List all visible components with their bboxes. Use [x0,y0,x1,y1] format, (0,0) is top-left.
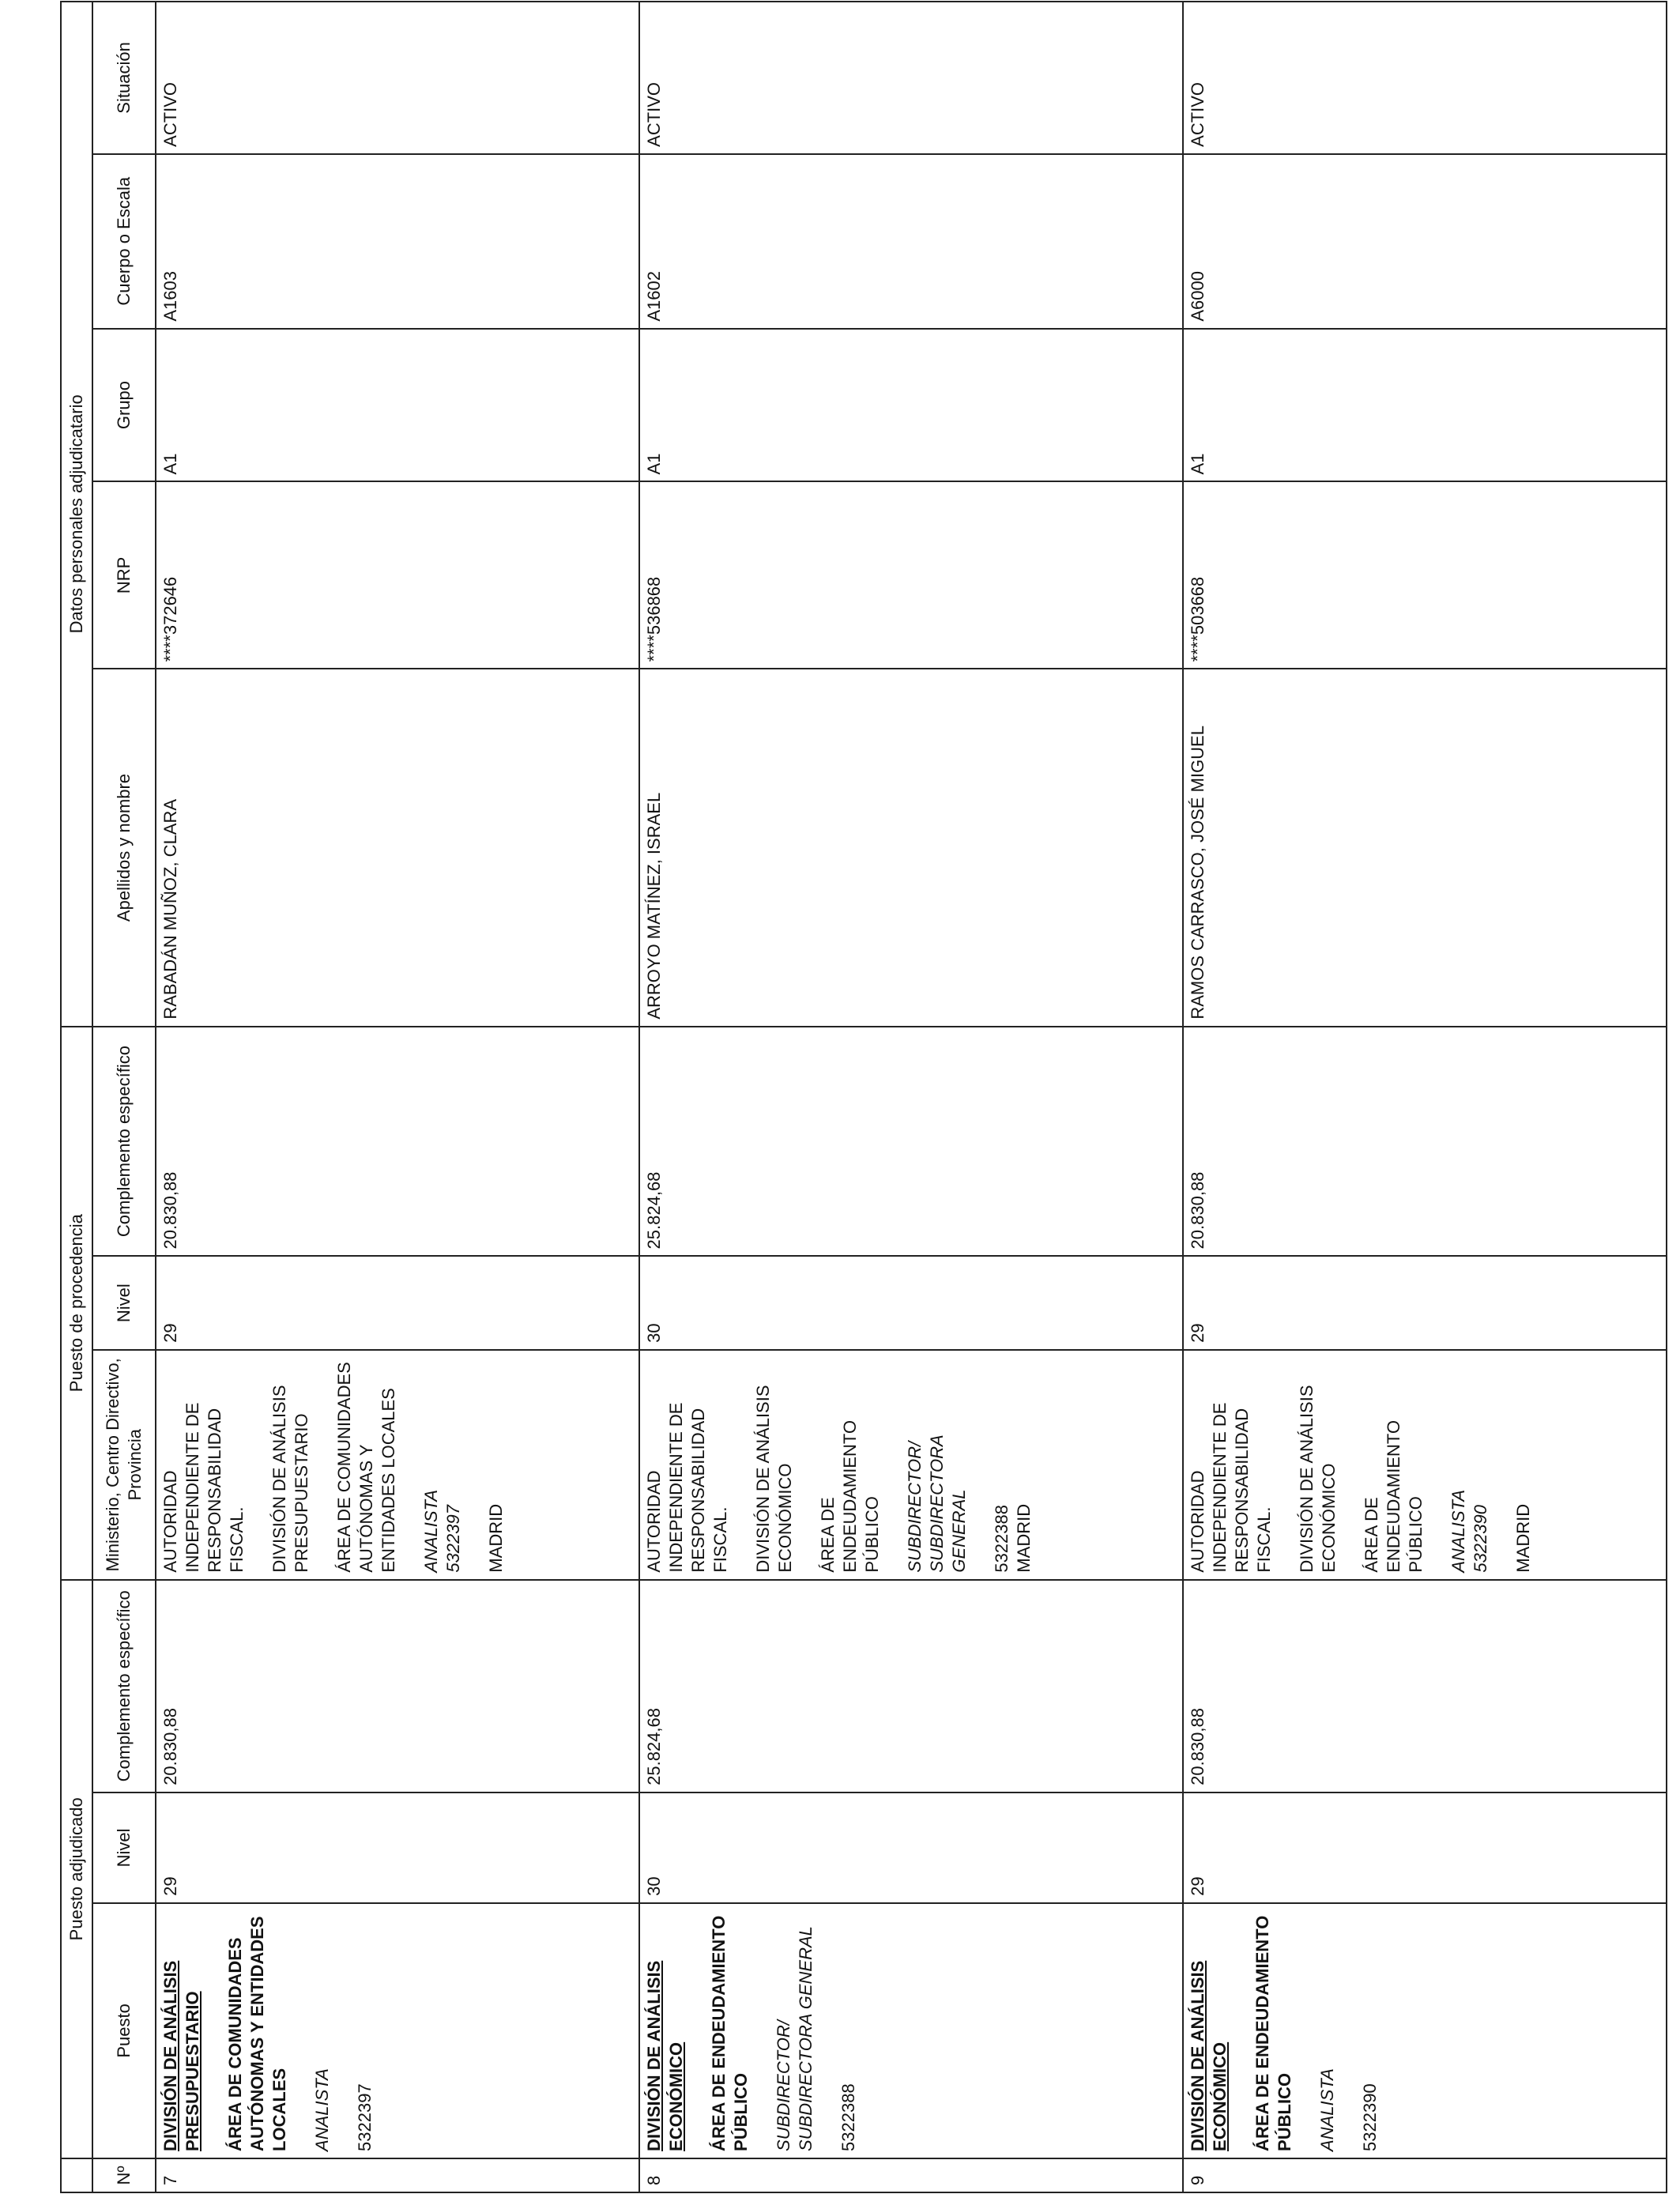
col-header-nivel: Nivel [92,1793,156,1903]
procedencia-area: ÁREA DE ENDEUDAMIENTO PÚBLICO [817,1419,882,1573]
col-header-complemento-procedencia: Complemento específico [92,1027,156,1257]
group-header-procedencia: Puesto de procedencia [61,1027,92,1580]
puesto-cargo: ANALISTA [312,2068,332,2151]
procedencia-cargo: ANALISTA [1448,1489,1469,1573]
group-header-datos: Datos personales adjudicatario [61,2,92,1027]
table-row [156,2,639,2192]
procedencia-provincia: MADRID [1513,1503,1534,1573]
col-header-nivel-procedencia: Nivel [92,1256,156,1349]
puesto-codigo: 5322390 [1360,2083,1381,2151]
col-header-puesto: Puesto [92,1903,156,2158]
cell-nivel-procedencia: 29 [156,1256,639,1349]
cell-nrp: ****503668 [1183,481,1667,669]
puesto-area: ÁREA DE COMUNIDADES AUTÓNOMAS Y ENTIDADES LOCALES [225,1916,289,2151]
col-header-num: Nº [92,2158,156,2192]
procedencia-division: DIVISIÓN DE ANÁLISIS ECONÓMICO [1297,1385,1339,1573]
cell-nrp: ****372646 [156,481,639,669]
procedencia-cargo: ANALISTA [421,1489,441,1573]
cell-nivel: 29 [1183,1793,1667,1903]
procedencia-codigo: 5322388 [991,1505,1011,1573]
puesto-codigo: 5322388 [838,2083,858,2151]
cell-nrp: ****536868 [639,481,1183,669]
col-header-nombre: Apellidos y nombre [92,669,156,1026]
cell-complemento-procedencia: 25.824,68 [639,1027,1183,1257]
col-header-ministerio: Ministerio, Centro Directivo, Provincia [92,1350,156,1580]
procedencia-area: ÁREA DE COMUNIDADES AUTÓNOMAS Y ENTIDADES LOCALES [334,1362,398,1573]
cell-nombre: RABADÁN MUÑOZ, CLARA [156,669,639,1026]
cell-puesto [156,1903,639,2158]
cell-nombre: RAMOS CARRASCO, JOSÉ MIGUEL [1183,669,1667,1026]
puesto-cargo: ANALISTA [1317,2068,1338,2151]
table-row [639,2,1183,2192]
col-header-cuerpo: Cuerpo o Escala [92,154,156,329]
col-header-situacion: Situación [92,2,156,154]
cell-complemento-procedencia: 20.830,88 [156,1027,639,1257]
cell-situacion: ACTIVO [156,2,639,154]
procedencia-provincia: MADRID [1013,1503,1034,1573]
adjudication-table [60,1,1667,2193]
puesto-cargo: SUBDIRECTOR/ SUBDIRECTORA GENERAL [773,1926,816,2151]
puesto-area: ÁREA DE ENDEUDAMIENTO PÚBLICO [1252,1915,1295,2151]
col-header-nrp: NRP [92,481,156,669]
cell-cuerpo: A1603 [156,154,639,329]
cell-nombre: ARROYO MATÍNEZ, ISRAEL [639,669,1183,1026]
puesto-division: DIVISIÓN DE ANÁLISIS PRESUPUESTARIO [160,1960,202,2151]
group-header-row [61,2,92,2192]
procedencia-organismo: AUTORIDAD INDEPENDIENTE DE RESPONSABILIDAD FISCAL. [1188,1402,1275,1573]
cell-ministerio [156,1350,639,1580]
group-header-spacer [61,2158,92,2192]
col-header-complemento: Complemento específico [92,1580,156,1793]
column-header-row [92,2,156,2192]
puesto-codigo: 5322397 [355,2083,375,2151]
group-header-adjudicado: Puesto adjudicado [61,1580,92,2158]
procedencia-codigo: 5322390 [1471,1505,1491,1573]
cell-num: 9 [1183,2158,1667,2192]
cell-situacion: ACTIVO [639,2,1183,154]
puesto-area: ÁREA DE ENDEUDAMIENTO PÚBLICO [708,1915,751,2151]
cell-num: 7 [156,2158,639,2192]
procedencia-division: DIVISIÓN DE ANÁLISIS ECONÓMICO [752,1385,795,1573]
cell-nivel-procedencia: 29 [1183,1256,1667,1349]
col-header-grupo: Grupo [92,329,156,482]
procedencia-division: DIVISIÓN DE ANÁLISIS PRESUPUESTARIO [269,1385,311,1573]
cell-puesto [639,1903,1183,2158]
cell-situacion: ACTIVO [1183,2,1667,154]
procedencia-codigo: 5322397 [443,1505,463,1573]
cell-puesto [1183,1903,1667,2158]
procedencia-organismo: AUTORIDAD INDEPENDIENTE DE RESPONSABILIDAD FISCAL. [160,1402,247,1573]
procedencia-organismo: AUTORIDAD INDEPENDIENTE DE RESPONSABILIDAD FISCAL. [643,1402,730,1573]
procedencia-area: ÁREA DE ENDEUDAMIENTO PÚBLICO [1362,1419,1426,1573]
rotated-table-sheet [60,1,1667,2193]
cell-cuerpo: A6000 [1183,154,1667,329]
cell-nivel: 30 [639,1793,1183,1903]
cell-ministerio [1183,1350,1667,1580]
cell-complemento: 25.824,68 [639,1580,1183,1793]
cell-num: 8 [639,2158,1183,2192]
cell-grupo: A1 [639,329,1183,482]
cell-complemento: 20.830,88 [156,1580,639,1793]
cell-grupo: A1 [1183,329,1667,482]
cell-nivel-procedencia: 30 [639,1256,1183,1349]
puesto-division: DIVISIÓN DE ANÁLISIS ECONÓMICO [643,1960,686,2151]
cell-complemento: 20.830,88 [1183,1580,1667,1793]
procedencia-cargo: SUBDIRECTOR/ SUBDIRECTORA GENERAL [904,1435,969,1573]
cell-ministerio [639,1350,1183,1580]
cell-complemento-procedencia: 20.830,88 [1183,1027,1667,1257]
table-row [1183,2,1667,2192]
cell-nivel: 29 [156,1793,639,1903]
cell-cuerpo: A1602 [639,154,1183,329]
puesto-division: DIVISIÓN DE ANÁLISIS ECONÓMICO [1188,1960,1230,2151]
cell-grupo: A1 [156,329,639,482]
procedencia-provincia: MADRID [486,1503,506,1573]
